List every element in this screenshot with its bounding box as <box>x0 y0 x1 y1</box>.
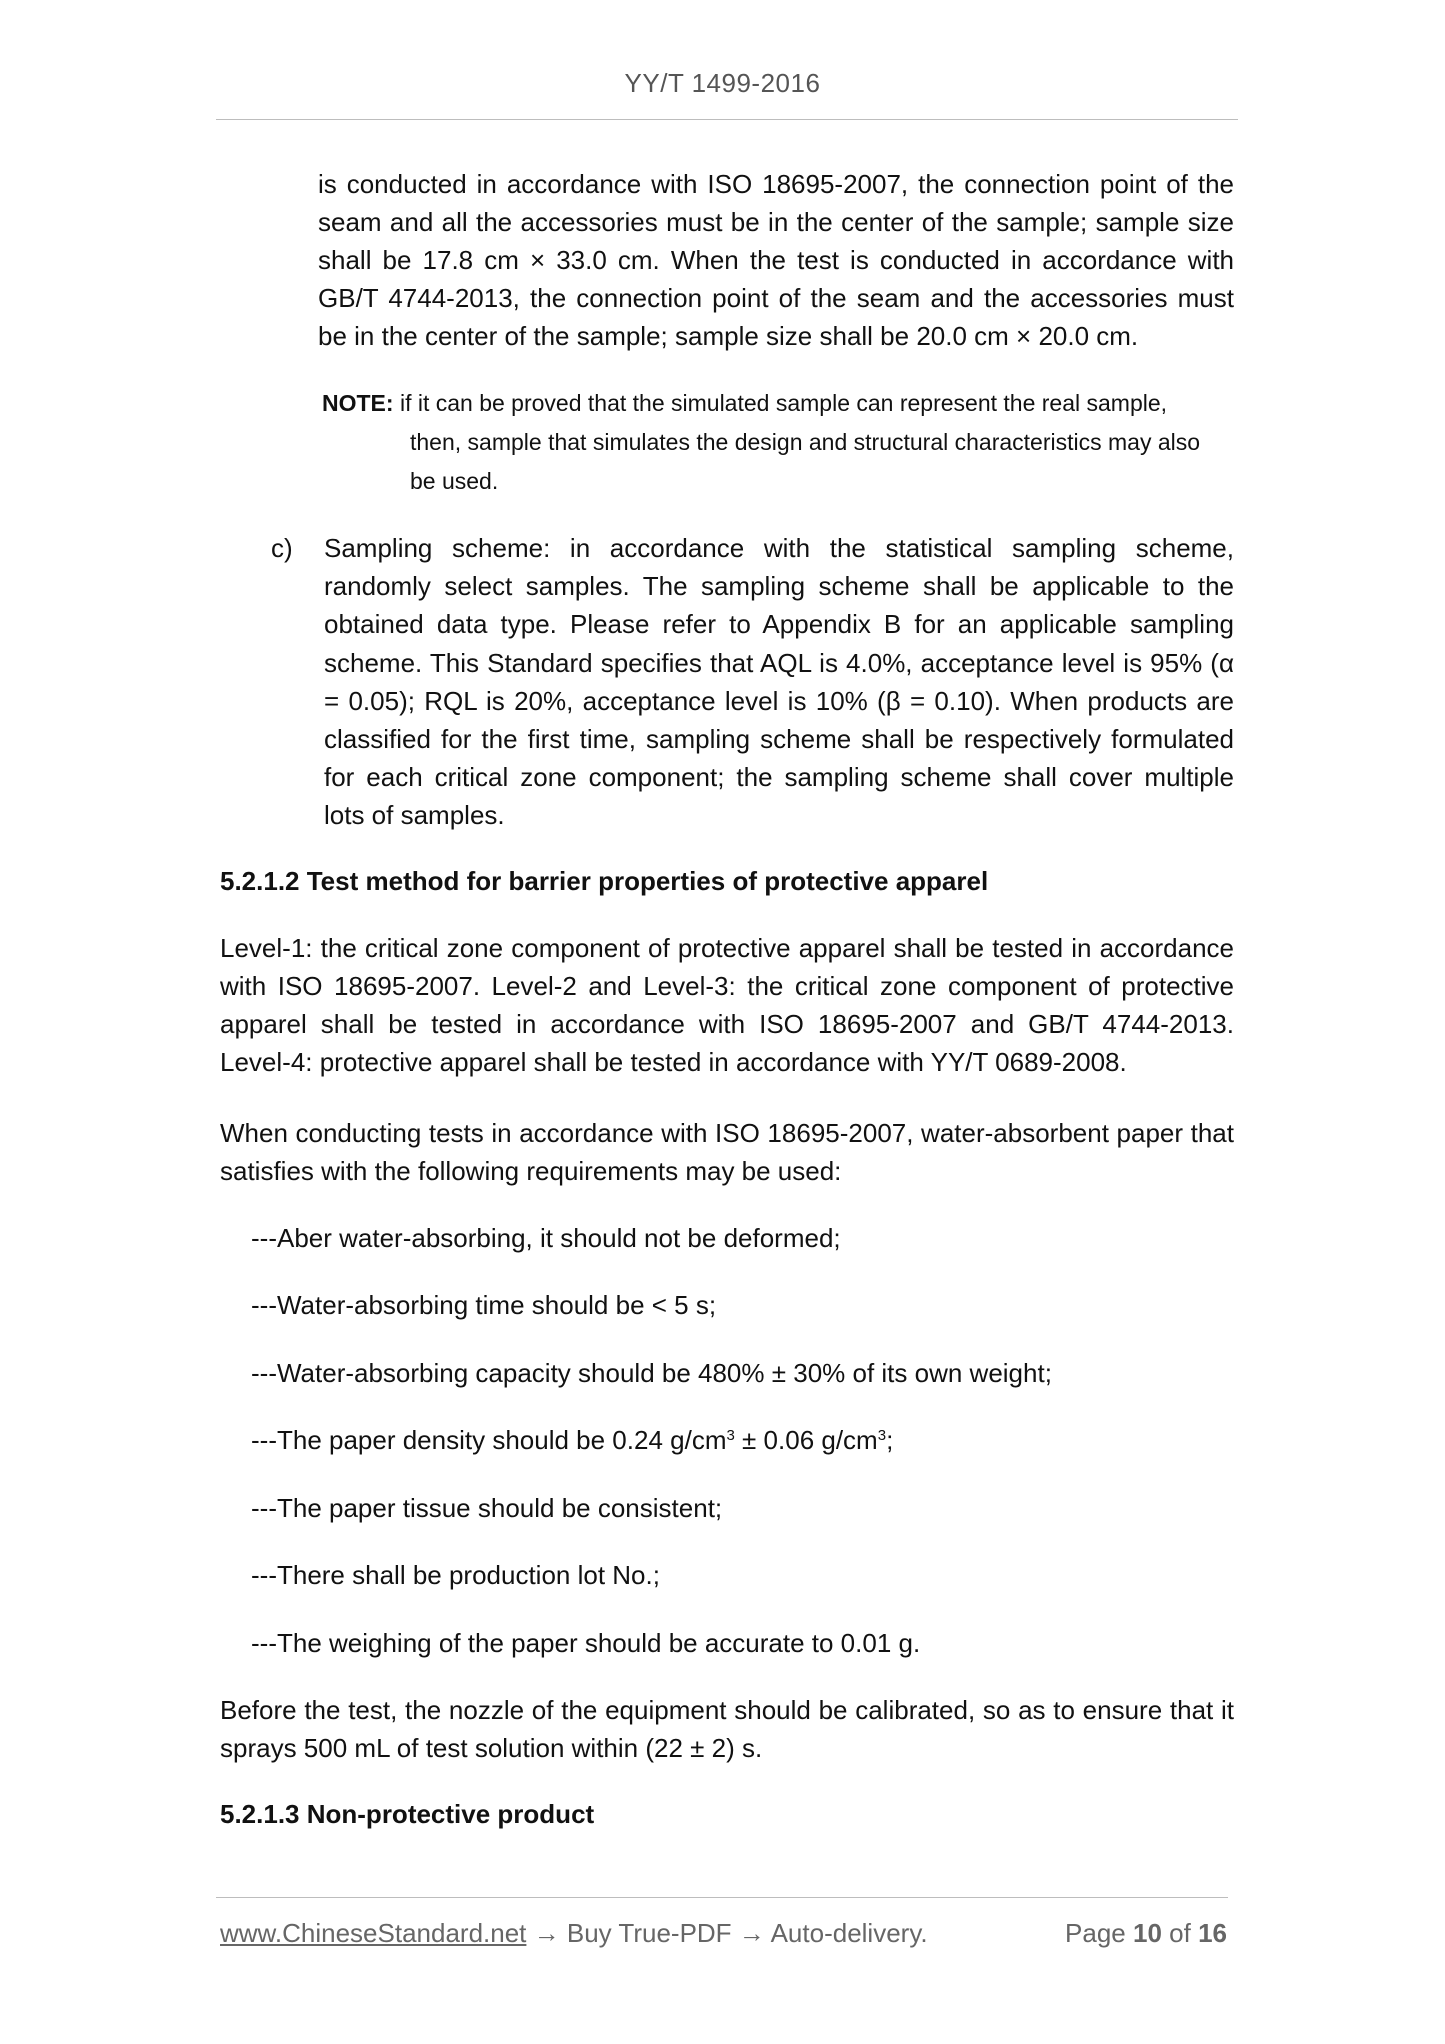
footer-divider <box>216 1897 1228 1898</box>
auto-delivery-text: Auto-delivery. <box>770 1918 928 1948</box>
page-label: Page <box>1065 1918 1126 1948</box>
requirement-item-4-text-a: ---The paper density should be 0.24 g/cm <box>251 1425 727 1455</box>
requirement-item-4 <box>251 1421 893 1459</box>
intro-paragraph: is conducted in accordance with ISO 18695-2007, the connection point of the seam and all the accessories must be in the center of the sample; sample size shall be 17.8 cm × 33.0 cm. When the test is conducted in accordance with GB/T 4744-2013, the connection point of the seam and the accessories must be in the center of the sample; sample size shall be 20.0 cm × 20.0 cm. <box>318 169 1234 351</box>
requirement-item-1: ---Aber water-absorbing, it should not be deformed; <box>251 1223 841 1253</box>
superscript-3-first: 3 <box>726 1427 735 1444</box>
requirement-item-6: ---There shall be production lot No.; <box>251 1560 660 1590</box>
note-text-line-2: then, sample that simulates the design and structural characteristics may also <box>410 429 1201 455</box>
section-5212-paragraph-2: When conducting tests in accordance with ISO 18695-2007, water-absorbent paper that satisfies with the following requirements may be used: <box>220 1118 1234 1186</box>
footer-left <box>220 1918 928 1949</box>
superscript-3-second: 3 <box>877 1427 887 1444</box>
note-text-line-3: be used. <box>410 468 499 494</box>
requirement-item-7: ---The weighing of the paper should be accurate to 0.01 g. <box>251 1628 921 1658</box>
page-indicator <box>1065 1918 1227 1949</box>
intro-paragraph-block <box>318 165 1234 355</box>
section-heading-5213: 5.2.1.3 Non-protective product <box>220 1799 595 1829</box>
page-number: 10 <box>1133 1918 1162 1948</box>
section-heading-5212: 5.2.1.2 Test method for barrier properties of protective apparel <box>220 866 989 896</box>
requirement-item-3: ---Water-absorbing capacity should be 480% ± 30% of its own weight; <box>251 1358 1052 1388</box>
document-code-header: YY/T 1499-2016 <box>624 68 821 98</box>
website-link[interactable]: www.ChineseStandard.net <box>220 1918 527 1948</box>
section-5212-paragraph-3-block <box>220 1691 1234 1767</box>
section-5212-paragraph-3: Before the test, the nozzle of the equipment should be calibrated, so as to ensure that it sprays 500 mL of test solution within (22 ± 2) s. <box>220 1695 1234 1763</box>
requirement-item-2: ---Water-absorbing time should be < 5 s; <box>251 1290 717 1320</box>
requirement-item-5: ---The paper tissue should be consistent; <box>251 1493 723 1523</box>
buy-pdf-text: Buy True-PDF <box>566 1918 732 1948</box>
section-5212-paragraph-1-block <box>220 929 1234 1081</box>
list-item-c <box>271 529 1234 835</box>
note-line-1 <box>322 384 1234 423</box>
list-marker-c: c) <box>271 533 293 563</box>
list-item-c-text: Sampling scheme: in accordance with the statistical sampling scheme, randomly select samples. The sampling scheme shall be applicable to the obtained data type. Please refer to Appendix B for an applicable sampling scheme. This Standard specifies that AQL is 4.0%, acceptance level is 95% (α = 0.05); RQL is 20%, acceptance level is 10% (β = 0.10). When products are classified for the first time, sampling scheme shall be respectively formulated for each critical zone component; the sampling scheme shall cover multiple lots of samples. <box>324 533 1234 831</box>
section-5212-paragraph-1: Level-1: the critical zone component of protective apparel shall be tested in accordance with ISO 18695-2007. Level-2 and Level-3: the critical zone component of protective apparel shall be tested in accordance with ISO 18695-2007 and GB/T 4744-2013. Level-4: protective apparel shall be tested in accordance with YY/T 0689-2008. <box>220 933 1234 1077</box>
arrow-right-icon: → <box>731 1918 771 1948</box>
section-5212-paragraph-2-block <box>220 1114 1234 1190</box>
header-divider <box>216 119 1238 120</box>
page-total: 16 <box>1198 1918 1227 1948</box>
note-text-line-1: if it can be proved that the simulated sample can represent the real sample, <box>399 390 1168 416</box>
note-label: NOTE: <box>322 390 394 416</box>
note-block <box>322 384 1234 501</box>
arrow-right-icon: → <box>526 1918 567 1948</box>
requirement-item-4-text-c: ; <box>886 1425 894 1455</box>
requirement-item-4-text-b: ± 0.06 g/cm <box>734 1425 878 1455</box>
of-label: of <box>1169 1918 1191 1948</box>
